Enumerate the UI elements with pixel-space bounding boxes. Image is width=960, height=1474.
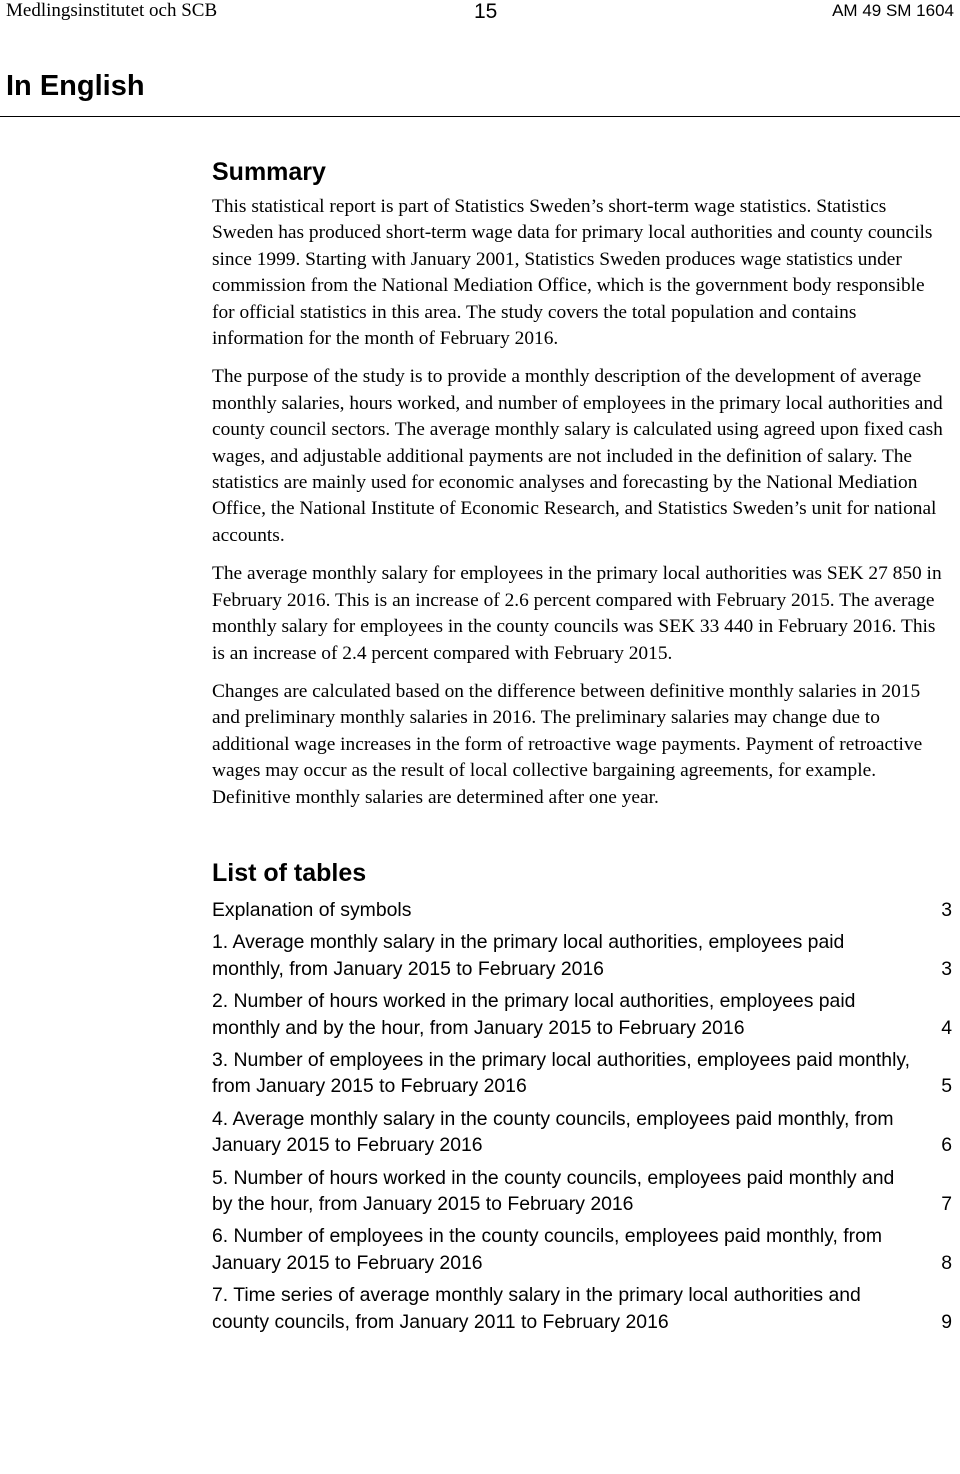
toc-entry-title: 7. Time series of average monthly salary in the primary local authorities and county councils, from January 2011 to February 2016 — [212, 1284, 861, 1333]
summary-paragraph-1: This statistical report is part of Statistics Sweden’s short-term wage statistics. Statistics Sweden has produced short-term wage data for primary local authorities and county councils since 1999. Starting with January 2001, Statistics Sweden produces wage statistics under commission from the National Mediation Office, which is the government body responsible for official statistics in this area. The study covers the total population and contains information for the month of February 2016. — [212, 196, 933, 350]
toc-entry-title: 1. Average monthly salary in the primary local authorities, employees paid monthly, from January 2015 to February 2016 — [212, 931, 845, 980]
list-of-tables-heading: List of tables — [212, 858, 367, 887]
toc-entry-title: 3. Number of employees in the primary local authorities, employees paid monthly, from January 2015 to February 2016 — [212, 1048, 911, 1098]
summary-paragraph-4: Changes are calculated based on the difference between definitive monthly salaries in 2015 and preliminary monthly salaries in 2016. The preliminary salaries may change due to additional wage increases in the form of retroactive wage payments. Payment of retroactive wages may occur as the result of local collective bargaining agreements, for example. Definitive monthly salaries are determined after one year. — [212, 680, 923, 808]
main-content — [212, 156, 952, 1341]
toc-entry-page: 4 — [941, 1016, 952, 1039]
toc-entry-page: 3 — [941, 957, 952, 980]
toc-entry-page: 9 — [941, 1310, 952, 1333]
summary-heading: Summary — [212, 158, 326, 186]
toc-entry — [212, 897, 952, 923]
toc-entry-title: 4. Average monthly salary in the county councils, employees paid monthly, from January 2015 to February 2016 — [212, 1107, 894, 1157]
toc-entry-title: Explanation of symbols — [212, 898, 412, 921]
toc-entry — [212, 1165, 952, 1218]
section-divider — [0, 116, 960, 117]
toc-entry-page: 5 — [941, 1075, 952, 1098]
summary-paragraph-2: The purpose of the study is to provide a monthly description of the development of average monthly salaries, hours worked, and number of employees in the primary local authorities and county council sectors. The average monthly salary is calculated using agreed upon fixed cash wages, and adjustable additional payments are not included in the definition of salary. The statistics are mainly used for economic analyses and forecasting by the National Mediation Office, the National Institute of Economic Research, and Statistics Sweden’s unit for national accounts. — [212, 366, 943, 546]
toc-entry — [212, 1223, 952, 1276]
toc-entry-page: 6 — [941, 1134, 952, 1157]
summary-paragraph-3: The average monthly salary for employees in the primary local authorities was SEK 27 850 in February 2016. This is an increase of 2.6 percent compared with February 2015. The average monthly salary for employees in the county councils was SEK 33 440 in February 2016. This is an increase of 2.4 percent compared with February 2015. — [212, 563, 942, 664]
toc-entry-title: 2. Number of hours worked in the primary local authorities, employees paid monthly and by the hour, from January 2015 to February 2016 — [212, 990, 856, 1039]
toc-entry-page: 3 — [941, 898, 952, 921]
toc-entry — [212, 1047, 952, 1100]
toc-entry-page: 7 — [941, 1193, 952, 1215]
toc-entry — [212, 929, 952, 982]
running-header — [6, 0, 954, 26]
toc-entry — [212, 1106, 952, 1159]
toc-entry-page: 8 — [941, 1251, 952, 1274]
toc-entry-title: 5. Number of hours worked in the county councils, employees paid monthly and by the hour, from January 2015 to February 2016 — [212, 1166, 895, 1215]
toc-entry — [212, 1282, 952, 1335]
toc-entry — [212, 988, 952, 1041]
header-page-number: 15 — [474, 0, 498, 23]
section-title: In English — [6, 70, 145, 102]
toc-entry-title: 6. Number of employees in the county councils, employees paid monthly, from January 2015 to February 2016 — [212, 1225, 883, 1274]
list-of-tables — [212, 897, 952, 1335]
header-report-code: AM 49 SM 1604 — [832, 1, 954, 20]
header-publisher: Medlingsinstitutet och SCB — [6, 0, 218, 21]
